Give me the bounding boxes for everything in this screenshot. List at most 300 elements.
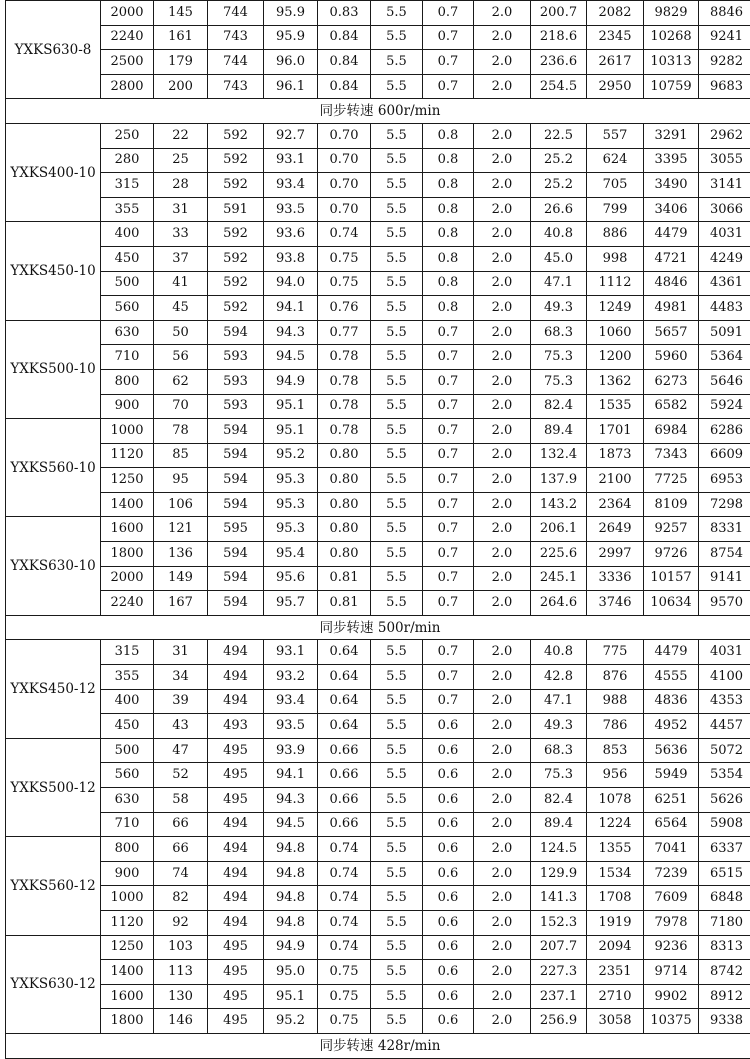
data-cell: 93.8 <box>264 246 318 271</box>
data-cell: 58 <box>154 788 208 813</box>
data-cell: 0.70 <box>318 123 371 148</box>
data-cell: 47.1 <box>531 271 587 296</box>
data-cell: 2.0 <box>474 812 531 837</box>
data-cell: 93.6 <box>264 222 318 247</box>
data-cell: 75.3 <box>531 345 587 370</box>
data-cell: 9338 <box>699 1009 750 1034</box>
data-cell: 2962 <box>699 123 750 148</box>
data-cell: 2.0 <box>474 910 531 935</box>
data-cell: 2.0 <box>474 935 531 960</box>
data-cell: 315 <box>101 640 154 665</box>
table-row <box>6 197 750 222</box>
data-cell: 94.5 <box>264 345 318 370</box>
data-cell: 0.81 <box>318 566 371 591</box>
data-cell: 1249 <box>587 296 644 321</box>
data-cell: 66 <box>154 837 208 862</box>
data-cell: 4457 <box>699 714 750 739</box>
data-cell: 591 <box>208 197 264 222</box>
sync-speed-label: 同步转速 428r/min <box>6 1033 750 1058</box>
data-cell: 6564 <box>644 812 699 837</box>
data-cell: 5.5 <box>371 197 423 222</box>
data-cell: 560 <box>101 763 154 788</box>
data-cell: 5.5 <box>371 222 423 247</box>
model-cell: YXKS450-10 <box>6 222 101 320</box>
data-cell: 6251 <box>644 788 699 813</box>
data-cell: 0.6 <box>423 910 474 935</box>
data-cell: 8912 <box>699 984 750 1009</box>
data-cell: 2.0 <box>474 861 531 886</box>
table-row <box>6 369 750 394</box>
data-cell: 7978 <box>644 910 699 935</box>
data-cell: 1078 <box>587 788 644 813</box>
data-cell: 0.7 <box>423 74 474 99</box>
table-row <box>6 25 750 50</box>
data-cell: 2.0 <box>474 197 531 222</box>
data-cell: 0.84 <box>318 74 371 99</box>
data-cell: 47 <box>154 738 208 763</box>
data-cell: 129.9 <box>531 861 587 886</box>
data-cell: 592 <box>208 222 264 247</box>
data-cell: 5072 <box>699 738 750 763</box>
data-cell: 3141 <box>699 173 750 198</box>
data-cell: 4353 <box>699 689 750 714</box>
data-cell: 4846 <box>644 271 699 296</box>
data-cell: 8742 <box>699 960 750 985</box>
data-cell: 494 <box>208 689 264 714</box>
data-cell: 1112 <box>587 271 644 296</box>
table-row <box>6 74 750 99</box>
data-cell: 8754 <box>699 542 750 567</box>
data-cell: 3746 <box>587 591 644 616</box>
data-cell: 4479 <box>644 640 699 665</box>
data-cell: 494 <box>208 812 264 837</box>
data-cell: 149 <box>154 566 208 591</box>
data-cell: 50 <box>154 320 208 345</box>
data-cell: 1535 <box>587 394 644 419</box>
data-cell: 1708 <box>587 886 644 911</box>
data-cell: 593 <box>208 345 264 370</box>
data-cell: 988 <box>587 689 644 714</box>
data-cell: 494 <box>208 861 264 886</box>
data-cell: 9829 <box>644 1 699 26</box>
data-cell: 0.6 <box>423 984 474 1009</box>
data-cell: 2.0 <box>474 517 531 542</box>
data-cell: 592 <box>208 123 264 148</box>
data-cell: 2.0 <box>474 148 531 173</box>
data-cell: 5.5 <box>371 271 423 296</box>
data-cell: 5626 <box>699 788 750 813</box>
data-cell: 5.5 <box>371 1009 423 1034</box>
table-row <box>6 542 750 567</box>
data-cell: 2082 <box>587 1 644 26</box>
data-cell: 0.7 <box>423 591 474 616</box>
data-cell: 786 <box>587 714 644 739</box>
data-cell: 5.5 <box>371 910 423 935</box>
data-cell: 2000 <box>101 566 154 591</box>
data-cell: 93.5 <box>264 714 318 739</box>
data-cell: 93.1 <box>264 148 318 173</box>
data-cell: 6273 <box>644 369 699 394</box>
table-row <box>6 640 750 665</box>
data-cell: 592 <box>208 296 264 321</box>
data-cell: 593 <box>208 369 264 394</box>
data-cell: 3058 <box>587 1009 644 1034</box>
data-cell: 5364 <box>699 345 750 370</box>
data-cell: 7180 <box>699 910 750 935</box>
data-cell: 227.3 <box>531 960 587 985</box>
data-cell: 146 <box>154 1009 208 1034</box>
data-cell: 9726 <box>644 542 699 567</box>
data-cell: 5636 <box>644 738 699 763</box>
data-cell: 0.6 <box>423 714 474 739</box>
data-cell: 225.6 <box>531 542 587 567</box>
data-cell: 2000 <box>101 1 154 26</box>
data-cell: 10759 <box>644 74 699 99</box>
data-cell: 10313 <box>644 50 699 75</box>
data-cell: 4249 <box>699 246 750 271</box>
data-cell: 594 <box>208 492 264 517</box>
data-cell: 1600 <box>101 517 154 542</box>
data-cell: 624 <box>587 148 644 173</box>
data-cell: 1800 <box>101 542 154 567</box>
data-cell: 450 <box>101 714 154 739</box>
data-cell: 0.7 <box>423 689 474 714</box>
table-row <box>6 517 750 542</box>
data-cell: 2710 <box>587 984 644 1009</box>
table-row <box>6 935 750 960</box>
model-cell: YXKS630-8 <box>6 1 101 99</box>
data-cell: 5.5 <box>371 984 423 1009</box>
model-cell: YXKS630-10 <box>6 517 101 615</box>
data-cell: 52 <box>154 763 208 788</box>
data-cell: 2.0 <box>474 837 531 862</box>
data-cell: 0.6 <box>423 886 474 911</box>
data-cell: 5091 <box>699 320 750 345</box>
data-cell: 8313 <box>699 935 750 960</box>
data-cell: 5.5 <box>371 25 423 50</box>
data-cell: 95.9 <box>264 1 318 26</box>
data-cell: 56 <box>154 345 208 370</box>
data-cell: 256.9 <box>531 1009 587 1034</box>
data-cell: 998 <box>587 246 644 271</box>
data-cell: 7343 <box>644 443 699 468</box>
table-row <box>6 665 750 690</box>
data-cell: 0.74 <box>318 861 371 886</box>
data-cell: 710 <box>101 812 154 837</box>
data-cell: 2351 <box>587 960 644 985</box>
data-cell: 89.4 <box>531 419 587 444</box>
data-cell: 2.0 <box>474 788 531 813</box>
data-cell: 0.74 <box>318 935 371 960</box>
data-cell: 22.5 <box>531 123 587 148</box>
data-cell: 45 <box>154 296 208 321</box>
data-cell: 95.3 <box>264 492 318 517</box>
data-cell: 82.4 <box>531 394 587 419</box>
data-cell: 800 <box>101 369 154 394</box>
data-cell: 495 <box>208 984 264 1009</box>
data-cell: 2.0 <box>474 74 531 99</box>
data-cell: 5.5 <box>371 738 423 763</box>
data-cell: 93.4 <box>264 173 318 198</box>
data-cell: 886 <box>587 222 644 247</box>
data-cell: 6286 <box>699 419 750 444</box>
data-cell: 106 <box>154 492 208 517</box>
data-cell: 1873 <box>587 443 644 468</box>
data-cell: 4836 <box>644 689 699 714</box>
data-cell: 3406 <box>644 197 699 222</box>
data-cell: 0.75 <box>318 271 371 296</box>
data-cell: 5.5 <box>371 419 423 444</box>
data-cell: 2617 <box>587 50 644 75</box>
data-cell: 92.7 <box>264 123 318 148</box>
sync-speed-label: 同步转速 600r/min <box>6 99 750 124</box>
data-cell: 136 <box>154 542 208 567</box>
data-cell: 2.0 <box>474 960 531 985</box>
table-row <box>6 763 750 788</box>
data-cell: 0.78 <box>318 345 371 370</box>
table-row <box>6 591 750 616</box>
data-cell: 2.0 <box>474 886 531 911</box>
table-row <box>6 443 750 468</box>
data-cell: 1800 <box>101 1009 154 1034</box>
data-cell: 95.1 <box>264 419 318 444</box>
data-cell: 3055 <box>699 148 750 173</box>
data-cell: 66 <box>154 812 208 837</box>
data-cell: 594 <box>208 443 264 468</box>
data-cell: 95.7 <box>264 591 318 616</box>
data-cell: 2.0 <box>474 246 531 271</box>
data-cell: 0.74 <box>318 837 371 862</box>
data-cell: 5.5 <box>371 566 423 591</box>
data-cell: 0.8 <box>423 246 474 271</box>
table-row <box>6 419 750 444</box>
table-row <box>6 222 750 247</box>
data-cell: 96.1 <box>264 74 318 99</box>
data-cell: 0.6 <box>423 788 474 813</box>
data-cell: 1534 <box>587 861 644 886</box>
data-cell: 3395 <box>644 148 699 173</box>
data-cell: 1400 <box>101 492 154 517</box>
data-cell: 94.5 <box>264 812 318 837</box>
data-cell: 95.3 <box>264 468 318 493</box>
data-cell: 1355 <box>587 837 644 862</box>
data-cell: 2094 <box>587 935 644 960</box>
data-cell: 1120 <box>101 910 154 935</box>
data-cell: 92 <box>154 910 208 935</box>
data-cell: 0.7 <box>423 468 474 493</box>
data-cell: 0.84 <box>318 50 371 75</box>
data-cell: 495 <box>208 935 264 960</box>
data-cell: 25 <box>154 148 208 173</box>
data-cell: 0.66 <box>318 738 371 763</box>
table-row <box>6 812 750 837</box>
table-row <box>6 246 750 271</box>
data-cell: 0.6 <box>423 861 474 886</box>
data-cell: 43 <box>154 714 208 739</box>
data-cell: 0.75 <box>318 984 371 1009</box>
data-cell: 1400 <box>101 960 154 985</box>
data-cell: 400 <box>101 689 154 714</box>
data-cell: 495 <box>208 788 264 813</box>
data-cell: 0.64 <box>318 640 371 665</box>
data-cell: 200.7 <box>531 1 587 26</box>
data-cell: 0.7 <box>423 517 474 542</box>
data-cell: 103 <box>154 935 208 960</box>
data-cell: 0.7 <box>423 394 474 419</box>
table-row <box>6 271 750 296</box>
data-cell: 853 <box>587 738 644 763</box>
data-cell: 495 <box>208 1009 264 1034</box>
data-cell: 8109 <box>644 492 699 517</box>
data-cell: 3291 <box>644 123 699 148</box>
model-cell: YXKS560-10 <box>6 419 101 517</box>
data-cell: 0.78 <box>318 419 371 444</box>
data-cell: 0.7 <box>423 25 474 50</box>
data-cell: 31 <box>154 197 208 222</box>
data-cell: 2.0 <box>474 25 531 50</box>
data-cell: 2.0 <box>474 296 531 321</box>
data-cell: 4555 <box>644 665 699 690</box>
data-cell: 1224 <box>587 812 644 837</box>
data-cell: 5.5 <box>371 246 423 271</box>
data-cell: 6515 <box>699 861 750 886</box>
data-cell: 2.0 <box>474 468 531 493</box>
data-cell: 49.3 <box>531 714 587 739</box>
data-cell: 0.64 <box>318 665 371 690</box>
data-cell: 450 <box>101 246 154 271</box>
data-cell: 2649 <box>587 517 644 542</box>
data-cell: 5.5 <box>371 640 423 665</box>
data-cell: 5.5 <box>371 591 423 616</box>
table-row <box>6 689 750 714</box>
data-cell: 22 <box>154 123 208 148</box>
data-cell: 0.7 <box>423 640 474 665</box>
data-cell: 1250 <box>101 935 154 960</box>
data-cell: 495 <box>208 960 264 985</box>
data-cell: 5.5 <box>371 1 423 26</box>
data-cell: 94.8 <box>264 886 318 911</box>
data-cell: 152.3 <box>531 910 587 935</box>
sync-speed-label: 同步转速 500r/min <box>6 615 750 640</box>
data-cell: 68.3 <box>531 320 587 345</box>
data-cell: 5354 <box>699 763 750 788</box>
data-cell: 95.2 <box>264 1009 318 1034</box>
data-cell: 9683 <box>699 74 750 99</box>
table-row <box>6 738 750 763</box>
data-cell: 2800 <box>101 74 154 99</box>
data-cell: 25.2 <box>531 173 587 198</box>
data-cell: 5.5 <box>371 714 423 739</box>
data-cell: 0.78 <box>318 394 371 419</box>
data-cell: 5.5 <box>371 50 423 75</box>
data-cell: 0.7 <box>423 320 474 345</box>
data-cell: 0.6 <box>423 935 474 960</box>
data-cell: 400 <box>101 222 154 247</box>
data-cell: 355 <box>101 665 154 690</box>
data-cell: 5.5 <box>371 345 423 370</box>
data-cell: 2.0 <box>474 419 531 444</box>
data-cell: 500 <box>101 271 154 296</box>
data-cell: 1060 <box>587 320 644 345</box>
table-row <box>6 320 750 345</box>
data-cell: 2.0 <box>474 222 531 247</box>
data-cell: 68.3 <box>531 738 587 763</box>
data-cell: 10268 <box>644 25 699 50</box>
data-cell: 9141 <box>699 566 750 591</box>
data-cell: 179 <box>154 50 208 75</box>
data-cell: 355 <box>101 197 154 222</box>
data-cell: 5.5 <box>371 788 423 813</box>
data-cell: 130 <box>154 984 208 1009</box>
data-cell: 0.6 <box>423 763 474 788</box>
data-cell: 2.0 <box>474 665 531 690</box>
data-cell: 95 <box>154 468 208 493</box>
data-cell: 2.0 <box>474 689 531 714</box>
data-cell: 7298 <box>699 492 750 517</box>
data-cell: 5.5 <box>371 320 423 345</box>
data-cell: 82 <box>154 886 208 911</box>
model-cell: YXKS450-12 <box>6 640 101 738</box>
data-cell: 0.7 <box>423 419 474 444</box>
data-cell: 594 <box>208 320 264 345</box>
data-cell: 9241 <box>699 25 750 50</box>
data-cell: 94.0 <box>264 271 318 296</box>
data-cell: 2.0 <box>474 591 531 616</box>
motor-spec-table <box>5 0 750 1059</box>
data-cell: 26.6 <box>531 197 587 222</box>
data-cell: 40.8 <box>531 222 587 247</box>
table-row <box>6 861 750 886</box>
data-cell: 95.1 <box>264 984 318 1009</box>
data-cell: 800 <box>101 837 154 862</box>
data-cell: 94.8 <box>264 910 318 935</box>
data-cell: 34 <box>154 665 208 690</box>
data-cell: 2.0 <box>474 492 531 517</box>
data-cell: 0.80 <box>318 443 371 468</box>
data-cell: 10157 <box>644 566 699 591</box>
data-cell: 5657 <box>644 320 699 345</box>
data-cell: 2.0 <box>474 566 531 591</box>
data-cell: 1362 <box>587 369 644 394</box>
data-cell: 4031 <box>699 640 750 665</box>
data-cell: 5960 <box>644 345 699 370</box>
data-cell: 0.6 <box>423 960 474 985</box>
data-cell: 95.9 <box>264 25 318 50</box>
table-row <box>6 148 750 173</box>
data-cell: 0.7 <box>423 443 474 468</box>
data-cell: 94.1 <box>264 296 318 321</box>
data-cell: 137.9 <box>531 468 587 493</box>
data-cell: 5.5 <box>371 296 423 321</box>
data-cell: 5.5 <box>371 468 423 493</box>
data-cell: 82.4 <box>531 788 587 813</box>
data-cell: 4479 <box>644 222 699 247</box>
data-cell: 124.5 <box>531 837 587 862</box>
data-cell: 0.75 <box>318 960 371 985</box>
data-cell: 594 <box>208 542 264 567</box>
data-cell: 0.70 <box>318 173 371 198</box>
data-cell: 5.5 <box>371 935 423 960</box>
data-cell: 557 <box>587 123 644 148</box>
data-cell: 6609 <box>699 443 750 468</box>
data-cell: 95.0 <box>264 960 318 985</box>
data-cell: 5.5 <box>371 369 423 394</box>
table-row <box>6 984 750 1009</box>
data-cell: 2364 <box>587 492 644 517</box>
model-cell: YXKS630-12 <box>6 935 101 1033</box>
data-cell: 264.6 <box>531 591 587 616</box>
data-cell: 70 <box>154 394 208 419</box>
